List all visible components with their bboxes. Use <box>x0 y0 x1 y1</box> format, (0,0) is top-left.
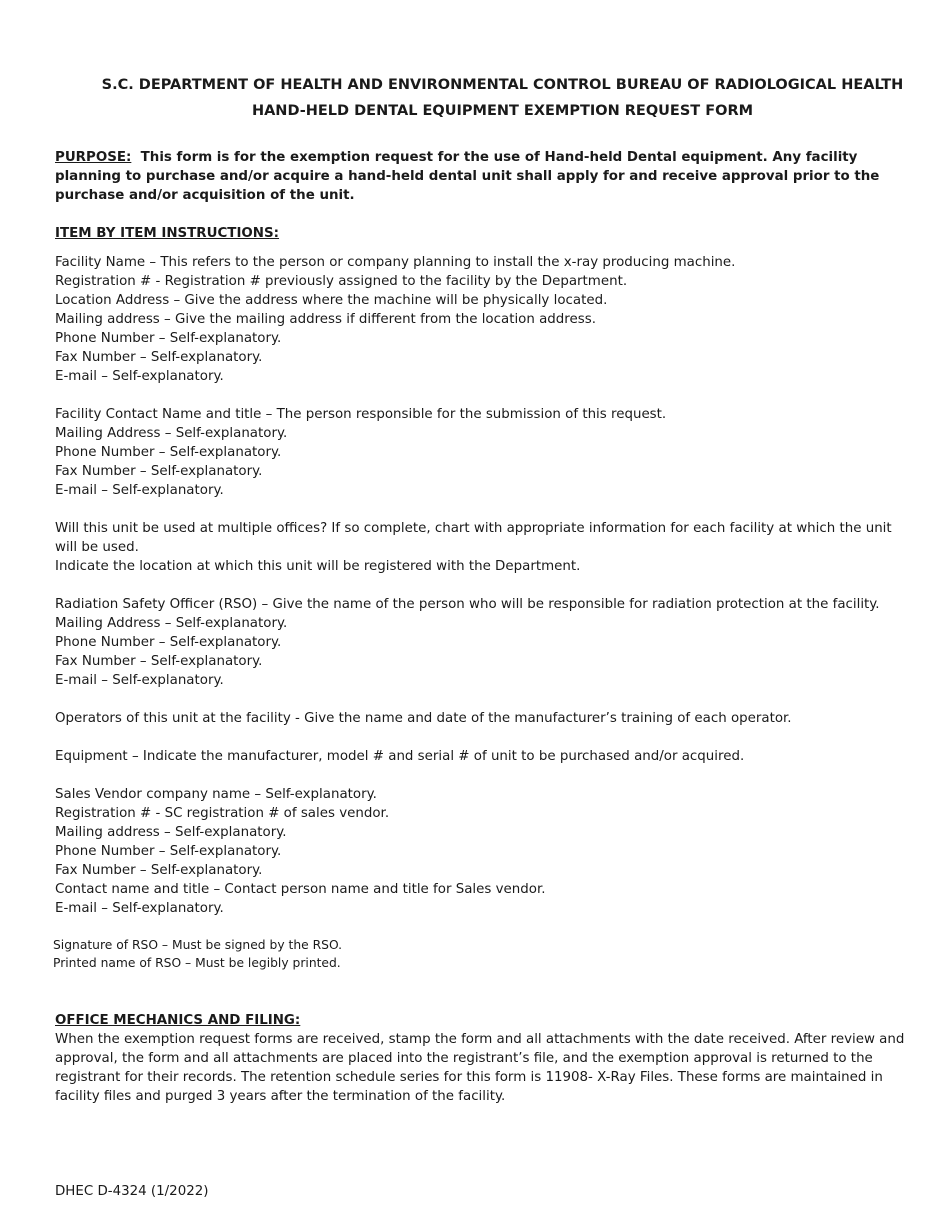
instruction-line: E-mail – Self-explanatory. <box>55 901 224 916</box>
instruction-line: Fax Number – Self-explanatory. <box>55 350 263 365</box>
instruction-line: E-mail – Self-explanatory. <box>55 673 224 688</box>
instruction-line: Signature of RSO – Must be signed by the RSO. <box>53 938 343 952</box>
instruction-line: Phone Number – Self-explanatory. <box>55 844 282 859</box>
instruction-line: Phone Number – Self-explanatory. <box>55 635 282 650</box>
instruction-line: Phone Number – Self-explanatory. <box>55 445 282 460</box>
purpose-paragraph <box>55 148 913 205</box>
multiple-office-instructions <box>55 519 913 576</box>
instruction-line: E-mail – Self-explanatory. <box>55 369 224 384</box>
form-body <box>55 148 913 1106</box>
form-title: HAND-HELD DENTAL EQUIPMENT EXEMPTION REQUEST FORM <box>251 103 754 119</box>
rso-instructions <box>55 595 913 690</box>
instruction-line: Indicate the location at which this unit will be registered with the Department. <box>55 559 581 574</box>
instruction-line: Mailing Address – Self-explanatory. <box>55 426 288 441</box>
instruction-line: Fax Number – Self-explanatory. <box>55 464 263 479</box>
instruction-line: Printed name of RSO – Must be legibly printed. <box>53 955 341 970</box>
office-mechanics-text: When the exemption request forms are received, stamp the form and all attachments with the date received. After review and approval, the form and all attachments are placed into the registrant’s file, and the exemption approval is returned to the registrant for their records. The retention schedule series for this form is 11908- X-Ray Files. These forms are maintained in facility files and purged 3 years after the termination of the facility. <box>55 1032 905 1104</box>
instruction-line: Registration # - Registration # previously assigned to the facility by the Department. <box>55 274 628 289</box>
instruction-line: E-mail – Self-explanatory. <box>55 483 224 498</box>
instruction-line: Facility Contact Name and title – The person responsible for the submission of this request. <box>55 407 667 422</box>
agency-title: S.C. DEPARTMENT OF HEALTH AND ENVIRONMENTAL CONTROL BUREAU OF RADIOLOGICAL HEALTH <box>101 77 904 93</box>
instruction-line: Mailing address – Give the mailing address if different from the location address. <box>55 312 596 327</box>
instruction-line: Fax Number – Self-explanatory. <box>55 654 263 669</box>
instruction-line: Location Address – Give the address where the machine will be physically located. <box>55 293 608 308</box>
purpose-text: This form is for the exemption request for the use of Hand-held Dental equipment. Any facility planning to purchase and/or acquire a hand-held dental unit shall apply for and receive approval prior to the purchase and/or acquisition of the unit. <box>55 150 880 203</box>
contact-instructions <box>55 405 913 500</box>
purpose-label: PURPOSE: <box>55 150 132 165</box>
instruction-line: Radiation Safety Officer (RSO) – Give the name of the person who will be responsible for radiation protection at the facility. <box>55 597 880 612</box>
instruction-line: Mailing Address – Self-explanatory. <box>55 616 288 631</box>
operators-instruction: Operators of this unit at the facility - Give the name and date of the manufacturer’s training of each operator. <box>55 711 792 726</box>
instruction-line: Mailing address – Self-explanatory. <box>55 825 287 840</box>
instruction-line: Sales Vendor company name – Self-explanatory. <box>55 787 377 802</box>
instructions-heading: ITEM BY ITEM INSTRUCTIONS: <box>55 226 280 241</box>
instruction-line: Phone Number – Self-explanatory. <box>55 331 282 346</box>
instruction-line: Will this unit be used at multiple offices? If so complete, chart with appropriate information for each facility at which the unit will be used. <box>55 521 892 555</box>
vendor-instructions <box>55 785 913 918</box>
equipment-instruction: Equipment – Indicate the manufacturer, model # and serial # of unit to be purchased and/or acquired. <box>55 749 745 764</box>
form-id-footer: DHEC D-4324 (1/2022) <box>55 1184 209 1199</box>
office-mechanics-heading: OFFICE MECHANICS AND FILING: <box>55 1013 301 1028</box>
instruction-line: Registration # - SC registration # of sales vendor. <box>55 806 390 821</box>
signature-instructions <box>53 937 913 972</box>
instruction-line: Fax Number – Self-explanatory. <box>55 863 263 878</box>
instruction-line: Facility Name – This refers to the person or company planning to install the x-ray producing machine. <box>55 255 736 270</box>
instruction-line: Contact name and title – Contact person name and title for Sales vendor. <box>55 882 546 897</box>
facility-instructions <box>55 253 913 386</box>
